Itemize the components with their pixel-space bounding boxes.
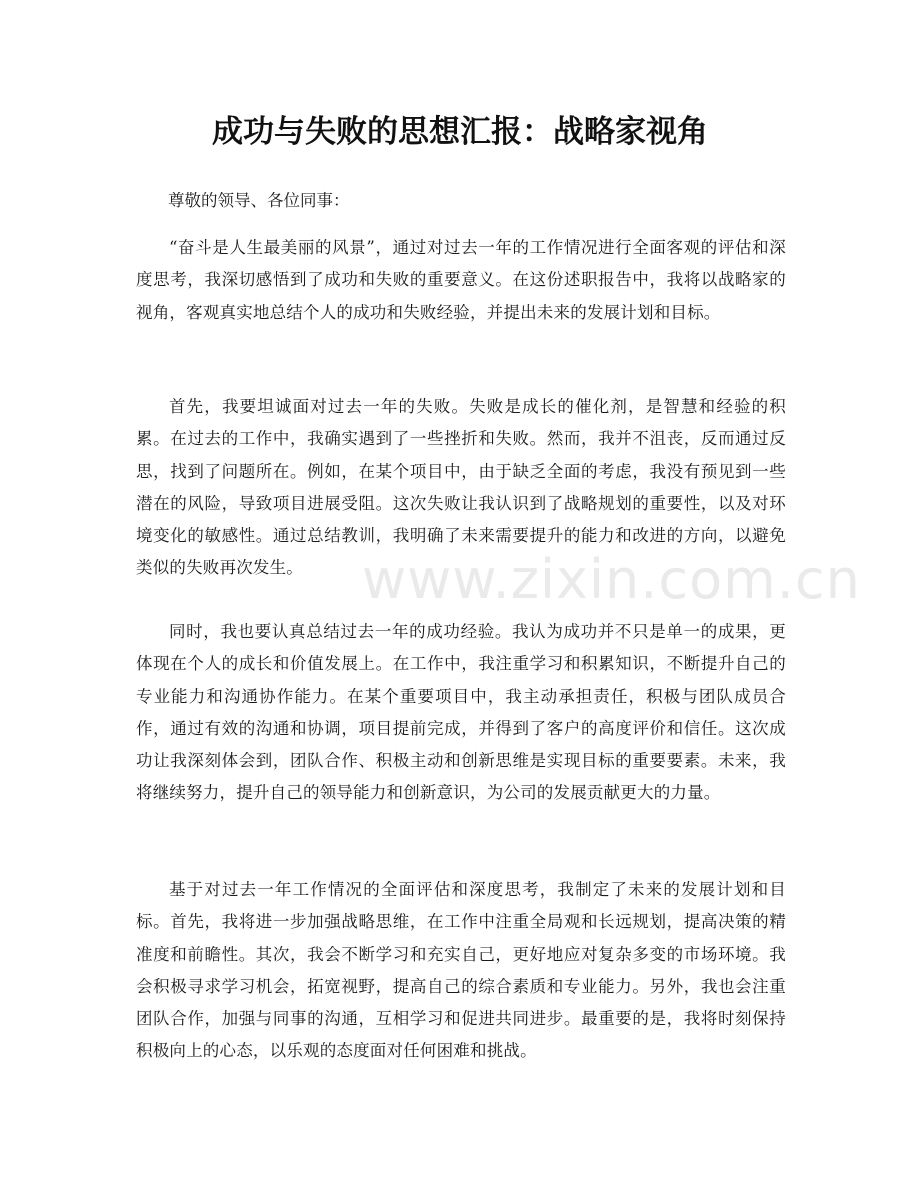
document-title: 成功与失败的思想汇报：战略家视角: [212, 114, 708, 150]
paragraph-failure: 首先，我要坦诚面对过去一年的失败。失败是成长的催化剂，是智慧和经验的积累。在过去的工作中，我确实遇到了一些挫折和失败。然而，我并不沮丧，反而通过反思，找到了问题所在。例如，在某个项目中，由于缺乏全面的考虑，我没有预见到一些潜在的风险，导致项目进展受阻。这次失败让我认识到了战略规划的重要性，以及对环境变化的敏感性。通过总结教训，我明确了未来需要提升的能力和改进的方向，以避免类似的失败再次发生。: [136, 397, 786, 578]
watermark: www.zixin.com.cn: [362, 548, 861, 611]
salutation: 尊敬的领导、各位同事：: [168, 191, 350, 210]
paragraph-success: 同时，我也要认真总结过去一年的成功经验。我认为成功并不只是单一的成果，更体现在个人的成长和价值发展上。在工作中，我注重学习和积累知识，不断提升自己的专业能力和沟通协作能力。在某个重要项目中，我主动承担责任，积极与团队成员合作，通过有效的沟通和协调，项目提前完成，并得到了客户的高度评价和信任。这次成功让我深刻体会到，团队合作、积极主动和创新思维是实现目标的重要要素。未来，我将继续努力，提升自己的领导能力和创新意识，为公司的发展贡献更大的力量。: [136, 622, 786, 803]
paragraph-plan: 基于对过去一年工作情况的全面评估和深度思考，我制定了未来的发展计划和目标。首先，我将进一步加强战略思维，在工作中注重全局观和长远规划，提高决策的精准度和前瞻性。其次，我会不断学习和充实自己，更好地应对复杂多变的市场环境。我会积极寻求学习机会，拓宽视野，提高自己的综合素质和专业能力。另外，我也会注重团队合作，加强与同事的沟通，互相学习和促进共同进步。最重要的是，我将时刻保持积极向上的心态，以乐观的态度面对任何困难和挑战。: [136, 880, 786, 1061]
paragraph-intro: “奋斗是人生最美丽的风景”，通过对过去一年的工作情况进行全面客观的评估和深度思考，我深切感悟到了成功和失败的重要意义。在这份述职报告中，我将以战略家的视角，客观真实地总结个人的成功和失败经验，并提出未来的发展计划和目标。: [136, 238, 786, 322]
